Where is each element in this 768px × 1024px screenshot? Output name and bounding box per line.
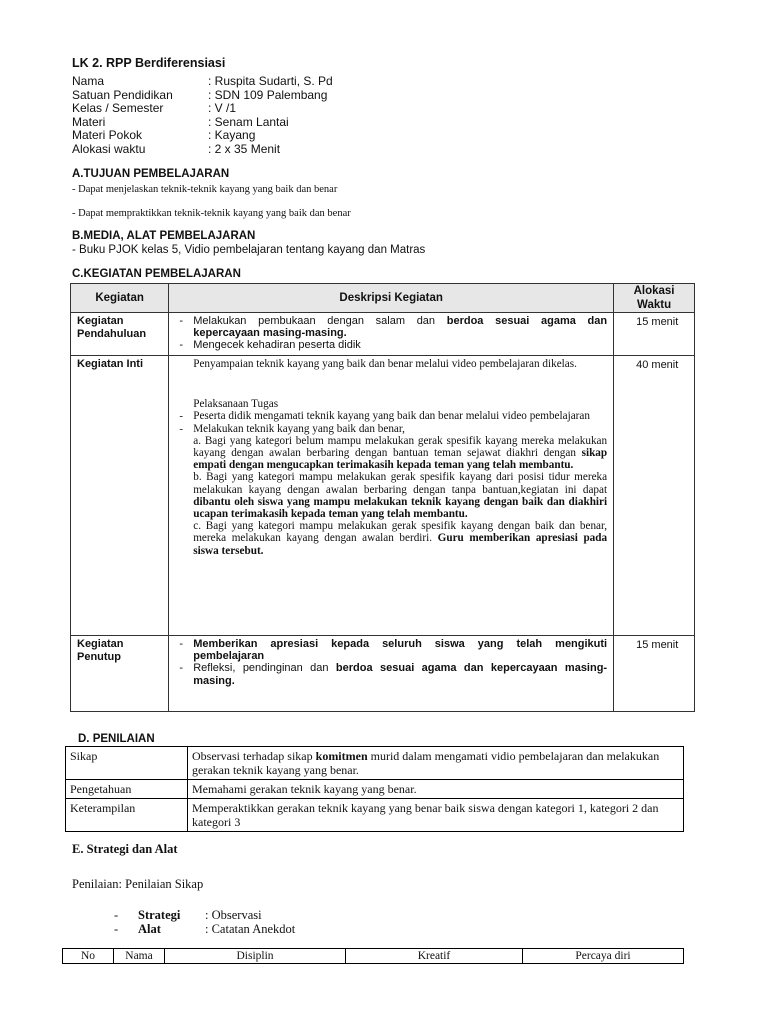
objective-item: - Dapat menjelaskan teknik-teknik kayang yang baik dan benar [72, 184, 338, 195]
assessment-table [65, 746, 684, 832]
assessment-description: Observasi terhadap sikap komitmen murid dalam mengamati vidio pembelajaran dan melakukan gerakan teknik kayang yang benar. [188, 747, 684, 780]
tool-label: Alat [138, 922, 161, 936]
strategy-value: : Observasi [205, 908, 262, 922]
table-row [71, 636, 695, 712]
info-label: Satuan Pendidikan [72, 87, 173, 102]
category-c-text: c. Bagi yang kategori mampu melakukan gerak spesifik kayang dengan baik dan benar, mereka melakukan kayang dengan awalan berdiri. Guru memberikan apresiasi pada siswa tersebut. [193, 520, 608, 557]
activity-description [169, 636, 614, 712]
info-value: : Ruspita Sudarti, S. Pd [208, 74, 333, 88]
assessment-aspect: Keterampilan [66, 799, 188, 832]
info-row [72, 129, 333, 143]
info-row [72, 89, 333, 103]
info-value: : Kayang [208, 128, 256, 143]
item-text: Refleksi, pendinginan dan [193, 662, 336, 675]
column-header: Nama [114, 949, 165, 964]
column-header: Disiplin [165, 949, 346, 964]
item-text: Peserta didik mengamati teknik kayang yang baik dan benar melalui video pembelajaran [193, 410, 590, 423]
list-item: - Peserta didik mengamati teknik kayang yang baik dan benar melalui video pembelajaran [193, 410, 607, 422]
activity-description [169, 313, 614, 356]
tool-value: : Catatan Anekdot [205, 922, 296, 936]
info-row [72, 143, 333, 157]
activity-time: 15 menit [614, 636, 695, 712]
assessment-description: Memperaktikkan gerakan teknik kayang yang benar baik siswa dengan kategori 1, kategori 2 dan kategori 3 [188, 799, 684, 832]
table-row [66, 780, 684, 799]
info-value: : V /1 [208, 101, 237, 116]
bullet-dash: - [114, 922, 119, 936]
strategy-label: Strategi [138, 908, 181, 922]
info-label: Nama [72, 74, 105, 88]
item-bold-text: berdoa sesuai agama dan kepercayaan masing-masing. [193, 662, 608, 687]
assessment-type: Penilaian: Penilaian Sikap [72, 877, 204, 891]
info-label: Kelas / Semester [72, 101, 164, 116]
table-row [71, 313, 695, 356]
assessment-aspect: Pengetahuan [66, 780, 188, 799]
objective-item: - Dapat mempraktikkan teknik-teknik kayang yang baik dan benar [72, 208, 351, 219]
column-header: Percaya diri [523, 949, 684, 964]
info-value: : SDN 109 Palembang [208, 87, 328, 102]
activity-description [169, 356, 614, 636]
activities-table [70, 283, 695, 712]
column-header: No [63, 949, 114, 964]
intro-text: Penyampaian teknik kayang yang baik dan benar melalui video pembelajaran dikelas. [193, 358, 577, 370]
task-heading: Pelaksanaan Tugas [193, 398, 279, 411]
column-header: Kreatif [346, 949, 523, 964]
item-bold-text: Memberikan apresiasi kepada seluruh siswa yang telah mengikuti pembelajaran [193, 638, 608, 663]
assessment-aspect: Sikap [66, 747, 188, 780]
activity-time: 15 menit [614, 313, 695, 356]
info-value: : Senam Lantai [208, 114, 289, 129]
activity-time: 40 menit [614, 356, 695, 636]
info-label: Materi [72, 114, 106, 129]
info-value: : 2 x 35 Menit [208, 141, 281, 156]
identity-block [72, 75, 333, 157]
activity-name: Kegiatan Penutup [71, 636, 169, 712]
list-item: - Mengecek kehadiran peserta didik [193, 339, 607, 351]
bullet-dash: - [114, 908, 119, 922]
list-item: - Melakukan pembukaan dengan salam dan berdoa sesuai agama dan kepercayaan masing-masing. [179, 315, 608, 340]
info-label: Materi Pokok [72, 128, 143, 143]
table-row [66, 799, 684, 832]
section-c-heading: C.KEGIATAN PEMBELAJARAN [72, 268, 241, 280]
table-header-row [71, 284, 695, 313]
activity-name: Kegiatan Inti [71, 356, 169, 636]
document-title: LK 2. RPP Berdiferensiasi [72, 56, 226, 70]
list-item: - Refleksi, pendinginan dan berdoa sesuai agama dan kepercayaan masing-masing. [179, 662, 608, 687]
item-text: Melakukan pembukaan dengan salam dan [193, 315, 447, 327]
assessment-description: Memahami gerakan teknik kayang yang benar. [188, 780, 684, 799]
media-text: - Buku PJOK kelas 5, Vidio pembelajaran tentang kayang dan Matras [72, 244, 426, 256]
info-row [72, 102, 333, 116]
column-header: Kegiatan [71, 284, 169, 313]
section-b-heading: B.MEDIA, ALAT PEMBELAJARAN [72, 230, 256, 242]
anecdote-table [62, 948, 684, 964]
column-header: Alokasi Waktu [614, 284, 695, 313]
info-row [72, 116, 333, 130]
activity-name: Kegiatan Pendahuluan [71, 313, 169, 356]
item-text: Mengecek kehadiran peserta didik [193, 339, 361, 352]
category-b-text: b. Bagi yang kategori mampu melakukan gerak spesifik kayang dari posisi tidur mereka melakukan kayang dengan awalan berbaring dengan tanpa bantuan,kegiatan ini dapat dibantu oleh siswa yang mampu melakukan teknik kayang dengan baik dan diakhiri ucapan terimakasih kepada teman yang telah membantu. [193, 471, 608, 521]
item-text: Melakukan teknik kayang yang baik dan benar, [193, 422, 405, 435]
section-a-heading: A.TUJUAN PEMBELAJARAN [72, 168, 230, 180]
info-label: Alokasi waktu [72, 141, 146, 156]
section-d-heading: D. PENILAIAN [78, 733, 155, 745]
table-row [66, 747, 684, 780]
table-header-row [63, 949, 684, 964]
info-row [72, 75, 333, 89]
table-row [71, 356, 695, 636]
list-item: - Melakukan teknik kayang yang baik dan benar, [193, 423, 607, 435]
section-e-heading: E. Strategi dan Alat [72, 842, 178, 856]
category-a-text: a. Bagi yang kategori belum mampu melakukan gerak spesifik kayang mereka melakukan kayang dengan awalan berbaring dengan bantuan teman sejawat diakhri dengan sikap empati dengan mengucapkan terimakasih kepada teman yang telah membantu. [193, 434, 608, 472]
column-header: Deskripsi Kegiatan [169, 284, 614, 313]
item-bold-text: berdoa sesuai agama dan kepercayaan masing-masing. [193, 315, 608, 340]
list-item: - Memberikan apresiasi kepada seluruh siswa yang telah mengikuti pembelajaran [179, 638, 608, 663]
